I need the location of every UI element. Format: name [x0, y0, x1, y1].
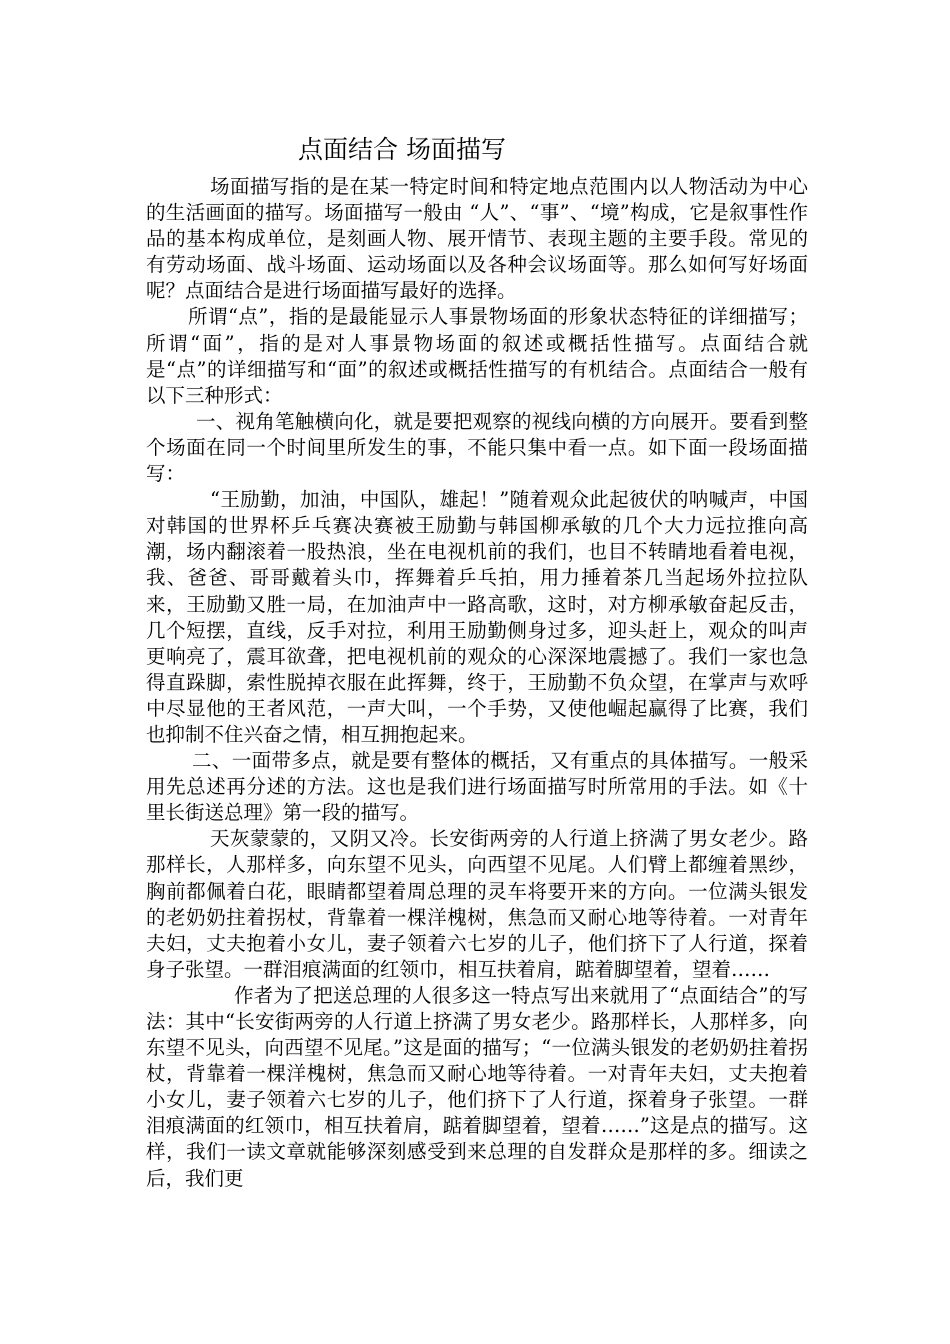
paragraph-intro: 场面描写指的是在某一特定时间和特定地点范围内以人物活动为中心的生活画面的描写。场面描写一般由 “人”、“事”、“境”构成，它是叙事性作品的基本构成单位，是刻画人物、展开情节、表现主题的主要手段。常见的有劳动场面、战斗场面、运动场面以及各种会议场面等。那么如何写好场面呢？点面结合是进行场面描写最好的选择。 [146, 175, 808, 303]
paragraph-analysis: 作者为了把送总理的人很多这一特点写出来就用了“点面结合”的写法：其中“长安街两旁的人行道上挤满了男女老少。路那样长，人那样多，向东望不见头，向西望不见尾。”这是面的描写；“一位满头银发的老奶奶拄着拐杖，背靠着一棵洋槐树，焦急而又耐心地等待着。一对青年夫妇，丈夫抱着小女儿，妻子领着六七岁的儿子，他们挤下了人行道，探着身子张望。一群泪痕满面的红领巾，相互扶着肩，踮着脚望着，望着……”这是点的描写。这样，我们一读文章就能够深刻感受到来总理的自发群众是那样的多。细读之后，我们更 [146, 983, 808, 1190]
paragraph-example-one: “王励勤，加油，中国队，雄起！”随着观众此起彼伏的呐喊声，中国对韩国的世界杯乒乓赛决赛被王励勤与韩国柳承敏的几个大力远拉推向高潮，场内翻滚着一股热浪，坐在电视机前的我们，也目不转睛地看着电视，我、爸爸、哥哥戴着头巾，挥舞着乒乓拍，用力捶着茶几当起场外拉拉队来，王励勤又胜一局，在加油声中一路高歌，这时，对方柳承敏奋起反击，几个短摆，直线，反手对拉，利用王励勤侧身过多，迎头赶上，观众的叫声更响亮了，震耳欲聋，把电视机前的观众的心深深地震撼了。我们一家也急得直跺脚，索性脱掉衣服在此挥舞，终于，王励勤不负众望，在掌声与欢呼中尽显他的王者风范，一声大叫，一个手势，又使他崛起赢得了比赛，我们也抑制不住兴奋之情，相互拥抱起来。 [146, 488, 808, 746]
paragraph-form-one: 一、视角笔触横向化，就是要把观察的视线向横的方向展开。要看到整个场面在同一个时间里所发生的事，不能只集中看一点。如下面一段场面描写： [146, 409, 808, 486]
document-body [146, 174, 808, 1192]
document-title: 点面结合 场面描写 [298, 135, 506, 164]
paragraph-form-two: 二、一面带多点，就是要有整体的概括，又有重点的具体描写。一般采用先总述再分述的方法。这也是我们进行场面描写时所常用的手法。如《十里长街送总理》第一段的描写。 [146, 749, 808, 825]
paragraph-definition: 所谓“点”，指的是最能显示人事景物场面的形象状态特征的详细描写；所谓“面”，指的是对人事景物场面的叙述或概括性描写。点面结合就是“点”的详细描写和“面”的叙述或概括性描写的有机结合。点面结合一般有以下三种形式： [146, 305, 808, 407]
paragraph-example-two: 天灰蒙蒙的，又阴又冷。长安街两旁的人行道上挤满了男女老少。路那样长，人那样多，向东望不见头，向西望不见尾。人们臂上都缠着黑纱，胸前都佩着白花，眼睛都望着周总理的灵车将要开来的方向。一位满头银发的老奶奶拄着拐杖，背靠着一棵洋槐树，焦急而又耐心地等待着。一对青年夫妇，丈夫抱着小女儿，妻子领着六七岁的儿子，他们挤下了人行道，探着身子张望。一群泪痕满面的红领巾，相互扶着肩，踮着脚望着，望着…… [146, 827, 808, 981]
